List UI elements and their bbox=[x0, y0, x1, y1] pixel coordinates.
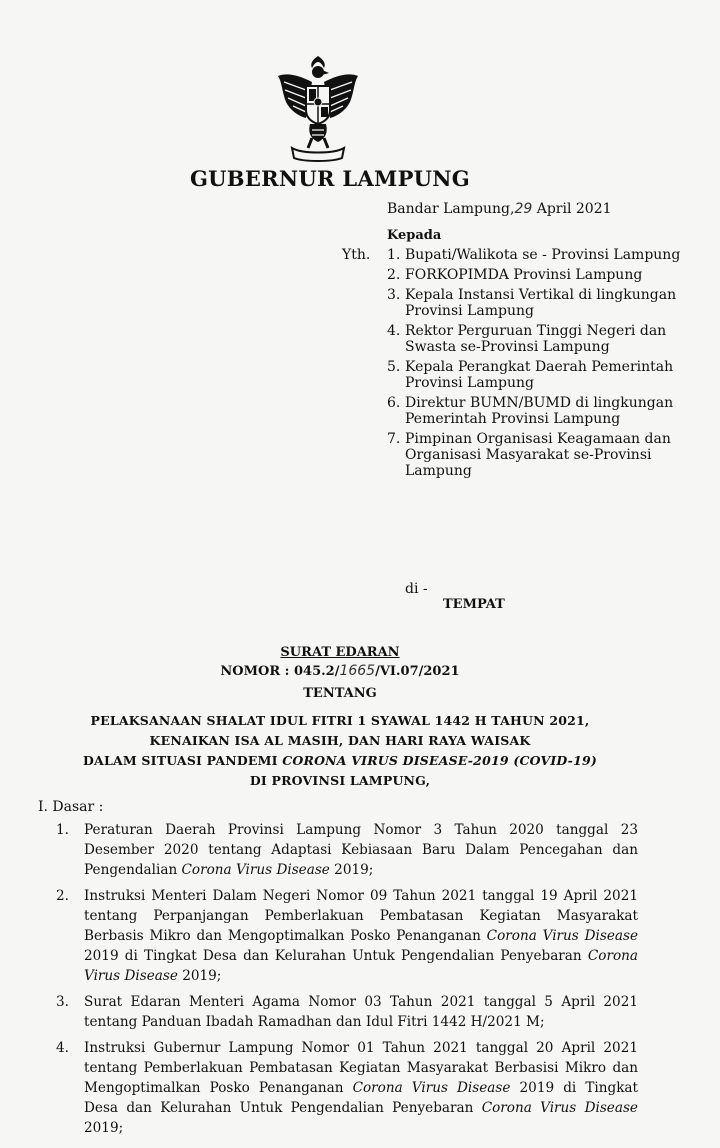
subject-line-1: PELAKSANAAN SHALAT IDUL FITRI 1 SYAWAL 1442 H TAHUN 2021, bbox=[90, 713, 590, 728]
list-item: 6. Direktur BUMN/BUMD di lingkungan Pemerintah Provinsi Lampung bbox=[387, 395, 674, 427]
list-item: 1. Bupati/Walikota se - Provinsi Lampung bbox=[387, 247, 681, 263]
list-item: 4. Instruksi Gubernur Lampung Nomor 01 Tahun 2021 tanggal 20 April 2021 tentang Pemberlakuan Pembatasan Kegiatan Masyarakat Berbasisi Mikro dan Mengoptimalkan Posko Penanganan Corona Virus Disease 2019 di Tingkat Desa dan Kelurahan Untuk Pengendalian Penyebaran Corona Virus Disease 2019; bbox=[56, 1040, 638, 1136]
number-prefix: NOMOR : 045.2/ bbox=[220, 664, 340, 679]
handwritten-day: 29 bbox=[514, 201, 533, 217]
tentang-label: TENTANG bbox=[303, 686, 377, 701]
dateline-month-year: April 2021 bbox=[536, 201, 612, 217]
recipient-list bbox=[387, 247, 707, 483]
list-item: 2. FORKOPIMDA Provinsi Lampung bbox=[387, 267, 643, 283]
circular-number bbox=[0, 663, 680, 679]
dateline bbox=[387, 201, 612, 217]
list-item: 3. Surat Edaran Menteri Agama Nomor 03 Tahun 2021 tanggal 5 April 2021 tentang Panduan Ibadah Ramadhan dan Idul Fitri 1442 H/2021 M; bbox=[56, 994, 638, 1030]
subject-line-4: DI PROVINSI LAMPUNG, bbox=[249, 773, 431, 788]
dasar-heading: I. Dasar : bbox=[38, 799, 104, 815]
kepada-label: Kepada bbox=[387, 228, 442, 243]
list-item: 5. Kepala Perangkat Daerah Pemerintah Provinsi Lampung bbox=[387, 359, 674, 391]
dateline-place: Bandar Lampung, bbox=[387, 201, 515, 217]
list-item: 7. Pimpinan Organisasi Keagamaan dan Organisasi Masyarakat se-Provinsi Lampung bbox=[387, 431, 671, 479]
circular-title: SURAT EDARAN bbox=[280, 645, 400, 660]
list-item: 3. Kepala Instansi Vertikal di lingkungan Provinsi Lampung bbox=[387, 287, 677, 319]
list-item: 1. Peraturan Daerah Provinsi Lampung Nomor 3 Tahun 2020 tanggal 23 Desember 2020 tentang Adaptasi Kebiasaan Baru Dalam Pencegahan dan Pengendalian Corona Virus Disease 2019; bbox=[56, 822, 638, 878]
dasar-list bbox=[56, 820, 638, 1144]
number-suffix: /VI.07/2021 bbox=[375, 664, 460, 679]
handwritten-number: 1665 bbox=[339, 663, 376, 679]
di-label: di - bbox=[405, 581, 428, 597]
subject-line-2: KENAIKAN ISA AL MASIH, DAN HARI RAYA WAISAK bbox=[149, 733, 531, 748]
yth-label: Yth. bbox=[342, 247, 371, 263]
governor-title: GUBERNUR LAMPUNG bbox=[189, 166, 471, 191]
list-item: 2. Instruksi Menteri Dalam Negeri Nomor 09 Tahun 2021 tanggal 19 April 2021 tentang Perpanjangan Pemberlakuan Pembatasan Kegiatan Masyarakat Berbasis Mikro dan Mengoptimalkan Posko Penanganan Corona Virus Disease 2019 di Tingkat Desa dan Kelurahan Untuk Pengendalian Penyebaran Corona Virus Disease 2019; bbox=[56, 888, 638, 984]
list-item: 4. Rektor Perguruan Tinggi Negeri dan Swasta se-Provinsi Lampung bbox=[387, 323, 667, 355]
garuda-emblem-icon bbox=[272, 52, 364, 164]
subject-line-3: DALAM SITUASI PANDEMI CORONA VIRUS DISEASE-2019 (COVID-19) bbox=[83, 753, 597, 768]
tempat-label: TEMPAT bbox=[443, 597, 505, 612]
